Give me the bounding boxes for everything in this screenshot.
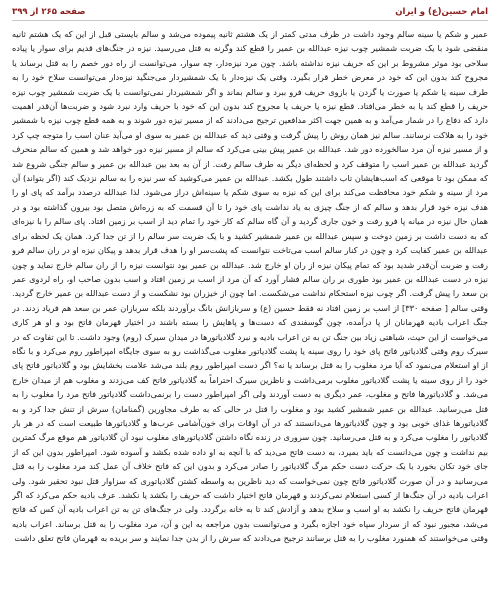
page-header bbox=[12, 4, 488, 21]
book-title[interactable]: امام حسین(ع) و ایران bbox=[395, 7, 488, 17]
body-paragraph: عمیر و شکم یا سینه سالم وجود داشت در ظرف مدتی کمتر از یک هشتم ثانیه پیموده می‌شد و سالم بایستی قبل از این که یک هشتم ثانیه منقضی شود با یک ضربت شمشیر چوب نیزه عبدالله بن عمیر را قطع کند وگرنه به قتل می‌رسید. نیزه در جنگ‌های قدیم برای سوار یا پیاده سلاحی بود موثر مشروط بر این که حریف نیزه نداشته باشد. چون مرد نیزه‌دار، چه سوار، می‌توانست از راه دور خصم را به قتل برساند یا مجروح کند بدون این که خود در معرض خطر قرار بگیرد. وقتی یک نیزه‌دار با یک شمشیردار می‌جنگید نیزه‌دار می‌توانست سلاح خود را به طرف سینه یا شکم یا صورت یا گردن یا بازوی حریف فرو ببرد و سالم بماند و اگر شمشیردار نمی‌توانست با یک ضربت شمشیر چوب نیزه حریف را قطع کند یا به خطر می‌افتاد. قطع نیزه یا حریف یا مجروح کند بدون این که خود با حریف وارد نبرد شود و ضربت‌ها آن‌قدر اهمیت دارد که دفاع را در شمار می‌آمد و به همین جهت اکثر مدافعین ترجیح می‌دادند که از مسیر نیزه دور شوند و به همه قطع چوب نیزه با شمشیر خود را به هلاکت نرسانند. سالم نیز همان روش را پیش گرفت و وقتی دید که عبدالله بن عمیر به سوی او می‌آید عنان اسب را متوجه چپ کرد و از مسیر نیزه آن مرد سالخورده دور شد. عبدالله بن عمیر پیش بینی می‌کرد که سالم از مسیر نیزه دور خواهد شد و همین که سالم منحرف گردید عبدالله بن عمیر اسب را متوقف کرد و لحظه‌ای دیگر به طرف سالم رفت. از آن به بعد بین عبدالله بن عمیر و سالم جنگی شروع شد که ممکن بود تا موقعی که اسب‌هایشان تاب داشتند طول بکشد. عبدالله بن عمیر می‌کوشید که سر نیزه را به سالم نزدیک کند (اگر بتواند) آن مرد از سینه و شکم خود محافظت می‌کند برای این که نیزه به سوی شکم یا سینه‌اش دراز می‌شود. لذا عبدالله درصدد برآمد که پای او را هدف نیزه خود قرار بدهد و سالم که از جنگ چیزی به یاد نداشت پای خود را تا آن قسمت که به زره‌اش متصل بود بیرون گذاشته بود و در همان حال نیزه در میانه پا فرو رفت و خون جاری گردید و آن گاه سالم که کار خود را تمام دید از اسب بر زمین افتاد. پای سالم را با نیزه‌ای که به دست داشت بر زمین دوخت و سپس عبدالله بن عمیر شمشیر کشید و با یک ضربت سر سالم را از تن جدا کرد. همان یک لحظه برای عبدالله بن عمیر کفایت کرد و چون در کنار سالم اسب می‌تاخت نتوانست که پشت‌سر او را هدف قرار بدهد و پیکان نیزه او در ران سالم فرو رفت و ضربت آن‌قدر شدید بود که تمام پیکان نیزه از ران او خارج شد. عبدالله بن عمیر بود نتوانست نیزه را از ران سالم خارج نماید و چون نیزه در دست عبدالله بن عمیر بود طوری بر ران سالم فشار آورد که آن مرد از اسب بر زمین افتاد و اسب بدون صاحب او، راه لردوی عمر بن سعد را پیش گرفت. اگر چوب نیزه استحکام نداشت می‌شکست. اما چون از خیزران بود نشکست و از دست عبدالله بن عمیر خارج گردید. وقتی سالم [ صفحه ۳۳۰] از اسب بر زمین افتاد نه فقط حسین (ع) و سربازانش بانگ برآوردند بلکه سربازان عمر بن سعد هم فریاد زدند. در جنگ اعراب بادیه قهرمانان از پا درآمده، چون گوسفندی که دست‌ها و پاهایش را بسته باشند در اختیار قهرمان فاتح بود و او هر کاری می‌خواست از این حیث، شباهتی زیاد بین جنگ تن به تن اعراب بادیه و نبرد گلادیاتورها در میدان سیرک (روم) وجود داشت. تا این تفاوت که در سیرک روم وقتی گلادیاتور فاتح پای خود را روی سینه یا پشت گلادیاتور مغلوب می‌گذاشت رو به سوی جایگاه امپراطور روم می‌کرد و با نگاه از او استعلام می‌نمود که آیا مرد مغلوب را به قتل برساند یا نه؟ اگر دست امپراطور روم بلند می‌شد علامت بخشایش بود و گلادیاتور فاتح پای خود را از روی سینه یا پشت گلادیاتور مغلوب برمی‌داشت و ناظرین سیرک احتراماً به گلادیاتور فاتح کف می‌زدند و مغلوب هم از میدان خارج می‌شد. و گلادیاتورها فاتح و مغلوب، عمر دیگری به دست آوردند ولی اگر امپراطور دست را برنمی‌داشت گلادیاتور فاتح مرد را مغلوب را به قتل می‌رسانید. عبدالله بن عمیر شمشیر کشید بود و مغلوب را قتل در حالی که به طرف مجاورین (گمنامان) سرش از تنش جدا کرد و به گلادیاتورها غذای خوبی بود و چون گلادیاتورها می‌دانستند که در آن اوقات برای خون‌آشامی عرب‌ها و گلادیاتورها طبیعت است که در هر بار گلادیاتور را مغلوب می‌کرد و به قتل می‌رسانید. چون سروری در زنده نگاه داشتن گلادیاتورهای مغلوب نبود آن گلادیاتور هم موقع مرگ کمترین بیم نداشت و چون می‌دانست که باید بمیرد، به دست فاتح می‌دید که با آنچه به او داده شده بکشد و آسوده شود. امپراطور بدون این که از جای خود تکان بخورد با یک حرکت دست حکم مرگ گلادیاتور را صادر می‌کرد و بدون این که فاتح خلاف آن عمل کند مرد مغلوب را به قتل می‌رسانید و در آن صورت گلادیاتور فاتح چون نمی‌خواست که دید ناظرین به واسطه کشتن گلادیاتوری که سزاوار قتل نبود تحقیر شود. ولی اعراب بادیه در آن جنگ‌ها از کسی استعلام نمی‌کردند و قهرمان فاتح اختیار داشت که حریف را بکشد یا نکشد. عرف بادیه حکم می‌کرد که اگر قهرمان فاتح حریف را نکشد به او اسب و سلاح بدهد و آزادش کند تا به خانه برگردد. ولی در جنگ‌های تن به تن اعراب بادیه آن کس که فاتح می‌شد، مجبور نبود که از سردار سپاه خود اجازه بگیرد و می‌توانست بدون مراجعه به این و آن، مرد مغلوب را به قتل برساند. اعراب بادیه وقتی می‌خواستند که همنورد مغلوب را به قتل برسانند ترجیح می‌دادند که سرش را از بدن جدا نمایند و سر بریده به قهرمان فاتح تعلق داشت bbox=[12, 29, 488, 544]
page-number: صفحه ۲۶۵ از ۳۹۹ bbox=[12, 7, 86, 17]
body-text bbox=[12, 27, 488, 597]
